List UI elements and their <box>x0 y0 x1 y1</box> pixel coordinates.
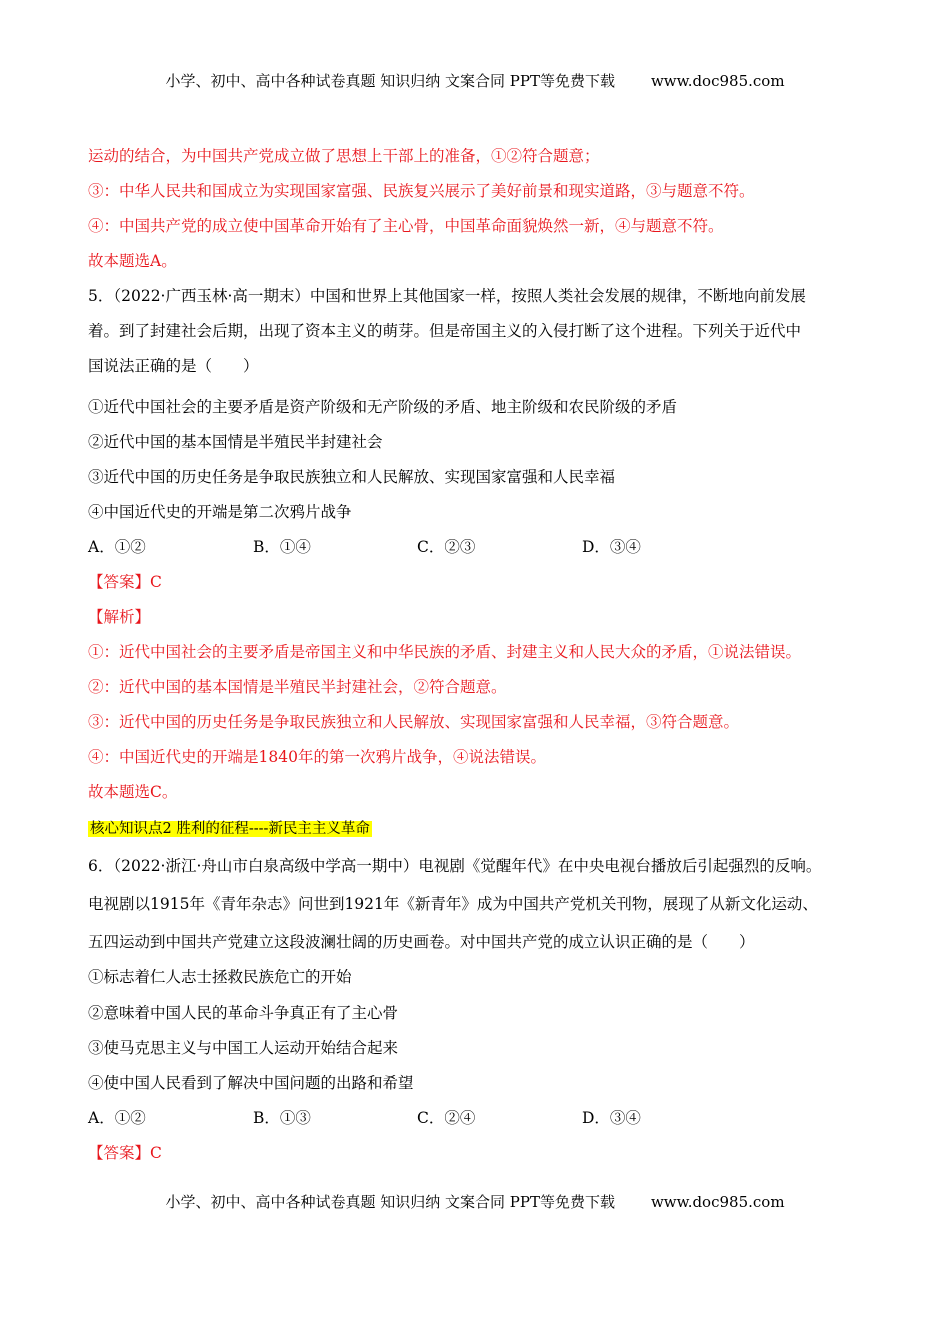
prev-line: ④：中国共产党的成立使中国革命开始有了主心骨，中国革命面貌焕然一新，④与题意不符。 <box>88 217 724 235</box>
q5-analysis-line: ③：近代中国的历史任务是争取民族独立和人民解放、实现国家富强和人民幸福，③符合题意。 <box>88 713 740 731</box>
q6-item: ②意味着中国人民的革命斗争真正有了主心骨 <box>88 1004 399 1022</box>
q6-option-b: B．①③ <box>253 1109 311 1127</box>
q5-analysis-conclusion: 故本题选C。 <box>88 783 178 801</box>
q6-item: ③使马克思主义与中国工人运动开始结合起来 <box>88 1039 399 1057</box>
q6-answer: 【答案】C <box>88 1144 162 1162</box>
q6-item: ④使中国人民看到了解决中国问题的出路和希望 <box>88 1074 414 1092</box>
section-heading <box>88 819 372 839</box>
q6-option-d: D．③④ <box>582 1109 641 1127</box>
q5-item: ②近代中国的基本国情是半殖民半封建社会 <box>88 433 383 451</box>
page-footer <box>0 1191 950 1212</box>
q5-option-b: B．①④ <box>253 538 311 556</box>
q5-option-d: D．③④ <box>582 538 641 556</box>
q6-stem-line: 6．（2022·浙江·舟山市白泉高级中学高一期中）电视剧《觉醒年代》在中央电视台播放后引起强烈的反响。 <box>88 857 822 875</box>
q6-stem-line: 五四运动到中国共产党建立这段波澜壮阔的历史画卷。对中国共产党的成立认识正确的是（ ） <box>88 933 755 951</box>
q5-stem-line: 着。到了封建社会后期，出现了资本主义的萌芽。但是帝国主义的入侵打断了这个进程。下列关于近代中 <box>88 322 802 340</box>
q5-answer: 【答案】C <box>88 573 162 591</box>
q6-option-a: A．①② <box>88 1109 146 1127</box>
footer-url[interactable]: www.doc985.com <box>650 1193 785 1211</box>
q5-item: ③近代中国的历史任务是争取民族独立和人民解放、实现国家富强和人民幸福 <box>88 468 616 486</box>
q5-option-a: A．①② <box>88 538 146 556</box>
q5-analysis-line: ①：近代中国社会的主要矛盾是帝国主义和中华民族的矛盾、封建主义和人民大众的矛盾，①说法错误。 <box>88 643 802 661</box>
q6-stem-line: 电视剧以1915年《青年杂志》问世到1921年《新青年》成为中国共产党机关刊物，展现了从新文化运动、 <box>88 895 818 913</box>
footer-text: 小学、初中、高中各种试卷真题 知识归纳 文案合同 PPT等免费下载 <box>165 1193 615 1211</box>
q5-stem-line: 国说法正确的是（ ） <box>88 357 259 375</box>
q6-item: ①标志着仁人志士拯救民族危亡的开始 <box>88 968 352 986</box>
q5-stem-line: 5．（2022·广西玉林·高一期末）中国和世界上其他国家一样，按照人类社会发展的规律，不断地向前发展 <box>88 287 806 305</box>
page-header <box>0 70 950 91</box>
header-text: 小学、初中、高中各种试卷真题 知识归纳 文案合同 PPT等免费下载 <box>165 72 615 90</box>
prev-line: 运动的结合，为中国共产党成立做了思想上干部上的准备，①②符合题意； <box>88 147 600 165</box>
q5-analysis-label: 【解析】 <box>88 608 151 626</box>
q6-option-c: C．②④ <box>417 1109 476 1127</box>
q5-option-c: C．②③ <box>417 538 476 556</box>
q5-analysis-line: ④：中国近代史的开端是1840年的第一次鸦片战争，④说法错误。 <box>88 748 546 766</box>
prev-answer-conclusion: 故本题选A。 <box>88 252 177 270</box>
q5-item: ④中国近代史的开端是第二次鸦片战争 <box>88 503 352 521</box>
prev-line: ③：中华人民共和国成立为实现国家富强、民族复兴展示了美好前景和现实道路，③与题意不符。 <box>88 182 755 200</box>
header-url[interactable]: www.doc985.com <box>650 72 785 90</box>
q5-item: ①近代中国社会的主要矛盾是资产阶级和无产阶级的矛盾、地主阶级和农民阶级的矛盾 <box>88 398 678 416</box>
q5-analysis-line: ②：近代中国的基本国情是半殖民半封建社会，②符合题意。 <box>88 678 507 696</box>
section-heading-text: 核心知识点2 胜利的征程----新民主主义革命 <box>90 821 370 837</box>
